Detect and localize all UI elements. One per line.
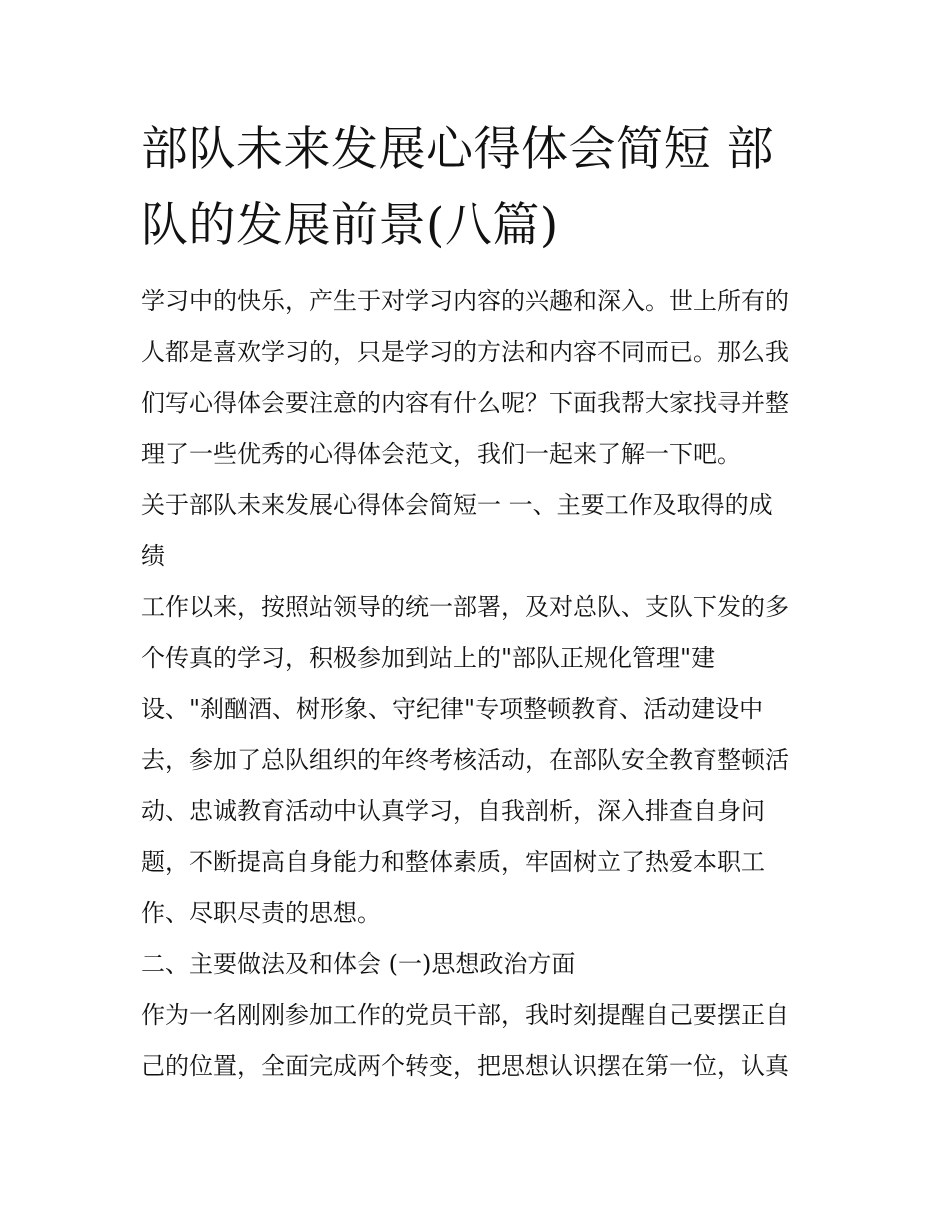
body-line-10: 去，参加了总队组织的年终考核活动，在部队安全教育整顿活 <box>141 746 789 774</box>
body-line-9: 设、"刹酗酒、树形象、守纪律"专项整顿教育、活动建设中 <box>141 695 764 723</box>
body-line-3: 们写心得体会要注意的内容有什么呢？下面我帮大家找寻并整 <box>141 389 789 417</box>
title-line-2: 队的发展前景(八篇) <box>141 198 559 253</box>
body-line-7: 工作以来，按照站领导的统一部署，及对总队、支队下发的多 <box>141 593 789 621</box>
section-heading-2: 二、主要做法及和体会 (一)思想政治方面 <box>141 950 576 978</box>
body-line-2: 人都是喜欢学习的，只是学习的方法和内容不同而已。那么我 <box>141 338 789 366</box>
body-line-4: 理了一些优秀的心得体会范文，我们一起来了解一下吧。 <box>141 440 741 468</box>
body-line-1: 学习中的快乐，产生于对学习内容的兴趣和深入。世上所有的 <box>141 287 789 315</box>
body-line-11: 动、忠诚教育活动中认真学习，自我剖析，深入排查自身问 <box>141 797 765 825</box>
section-heading-1-cont: 绩 <box>141 542 165 570</box>
section-heading-1: 关于部队未来发展心得体会简短一 一、主要工作及取得的成 <box>141 491 773 519</box>
body-line-12: 题，不断提高自身能力和整体素质，牢固树立了热爱本职工 <box>141 848 765 876</box>
document-title <box>141 112 821 264</box>
body-line-15: 作为一名刚刚参加工作的党员干部，我时刻提醒自己要摆正自 <box>141 1001 789 1029</box>
title-line-1: 部队未来发展心得体会简短 部 <box>141 122 774 177</box>
body-line-16: 己的位置，全面完成两个转变，把思想认识摆在第一位，认真 <box>141 1052 789 1080</box>
body-line-13: 作、尽职尽责的思想。 <box>141 899 381 927</box>
body-line-8: 个传真的学习，积极参加到站上的"部队正规化管理"建 <box>141 644 716 672</box>
